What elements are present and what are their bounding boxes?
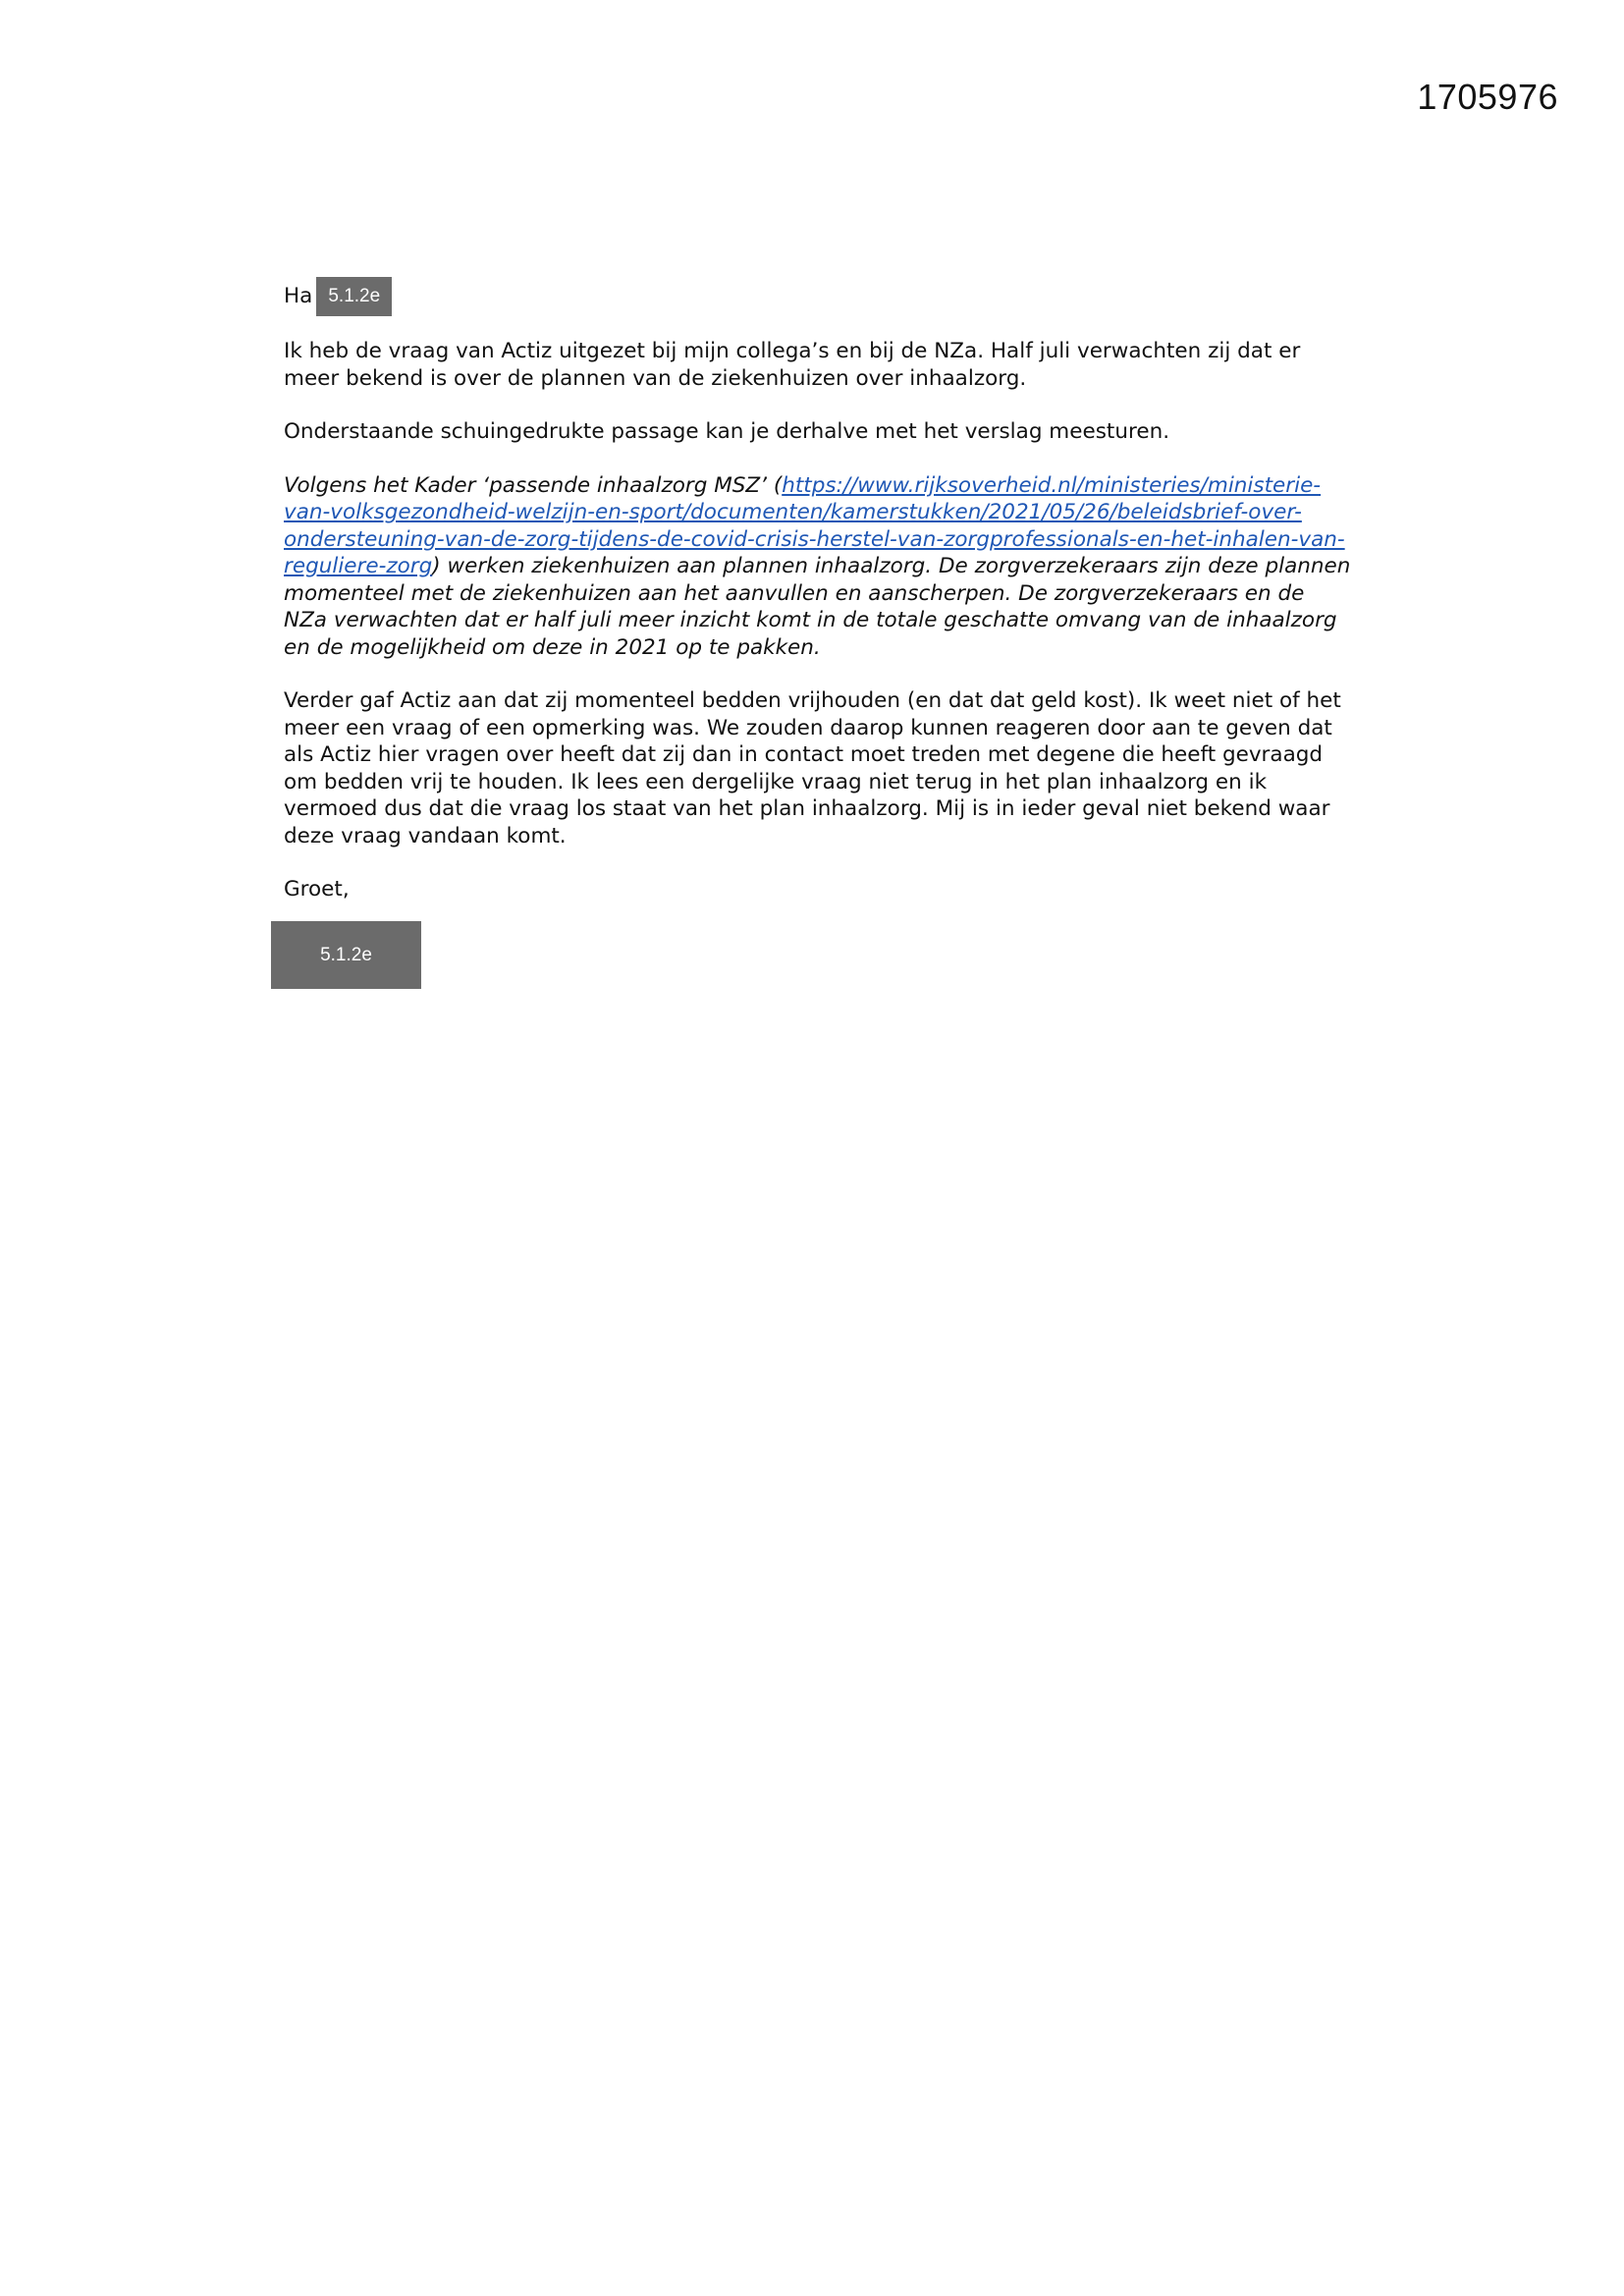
italic-passage-body: ) werken ziekenhuizen aan plannen inhaalzorg. De zorgverzekeraars zijn deze plannen momenteel met de ziekenhuizen aan het aanvullen en aanscherpen. De zorgverzekeraars en de NZa verwachten dat er half juli meer inzicht komt in de totale geschatte omvang van de inhaalzorg en de mogelijkheid om deze in 2021 op te pakken. xyxy=(284,554,1351,660)
paragraph-intro: Ik heb de vraag van Actiz uitgezet bij mijn collega’s en bij de NZa. Half juli verwachten zij dat er meer bekend is over de plannen van de ziekenhuizen over inhaalzorg. xyxy=(284,339,1301,391)
greeting-line xyxy=(284,277,1354,316)
salutation: Ha xyxy=(284,284,313,309)
closing: Groet, xyxy=(284,877,350,902)
redaction-box-signature: 5.1.2e xyxy=(271,921,421,989)
kamerstuk-link[interactable]: https://www.rijksoverheid.nl/ministeries/ministerie-van-volksgezondheid-welzijn-en-sport/documenten/kamerstukken/2021/05/26/beleidsbrief-over-ondersteuning-van-de-zorg-tijdens-de-covid-crisis-herstel-van-zorgprofessionals-en-het-inhalen-van-reguliere-zorg xyxy=(284,472,1345,578)
italic-passage-intro: Volgens het Kader ‘passende inhaalzorg MSZ’ ( xyxy=(284,472,783,498)
document-number: 1705976 xyxy=(1417,77,1558,117)
redaction-box-name: 5.1.2e xyxy=(316,277,392,316)
letter-body xyxy=(284,277,1354,930)
paragraph-instruction: Onderstaande schuingedrukte passage kan je derhalve met het verslag meesturen. xyxy=(284,419,1170,444)
paragraph-beds: Verder gaf Actiz aan dat zij momenteel bedden vrijhouden (en dat dat geld kost). Ik weet niet of het meer een vraag of een opmerking was. We zouden daarop kunnen reageren door aan te geven dat als Actiz hier vragen over heeft dat zij dan in contact moet treden met degene die heeft gevraagd om bedden vrij te houden. Ik lees een dergelijke vraag niet terug in het plan inhaalzorg en ik vermoed dus dat die vraag los staat van het plan inhaalzorg. Mij is in ieder geval niet bekend waar deze vraag vandaan komt. xyxy=(284,688,1341,848)
italic-passage xyxy=(284,472,1354,662)
